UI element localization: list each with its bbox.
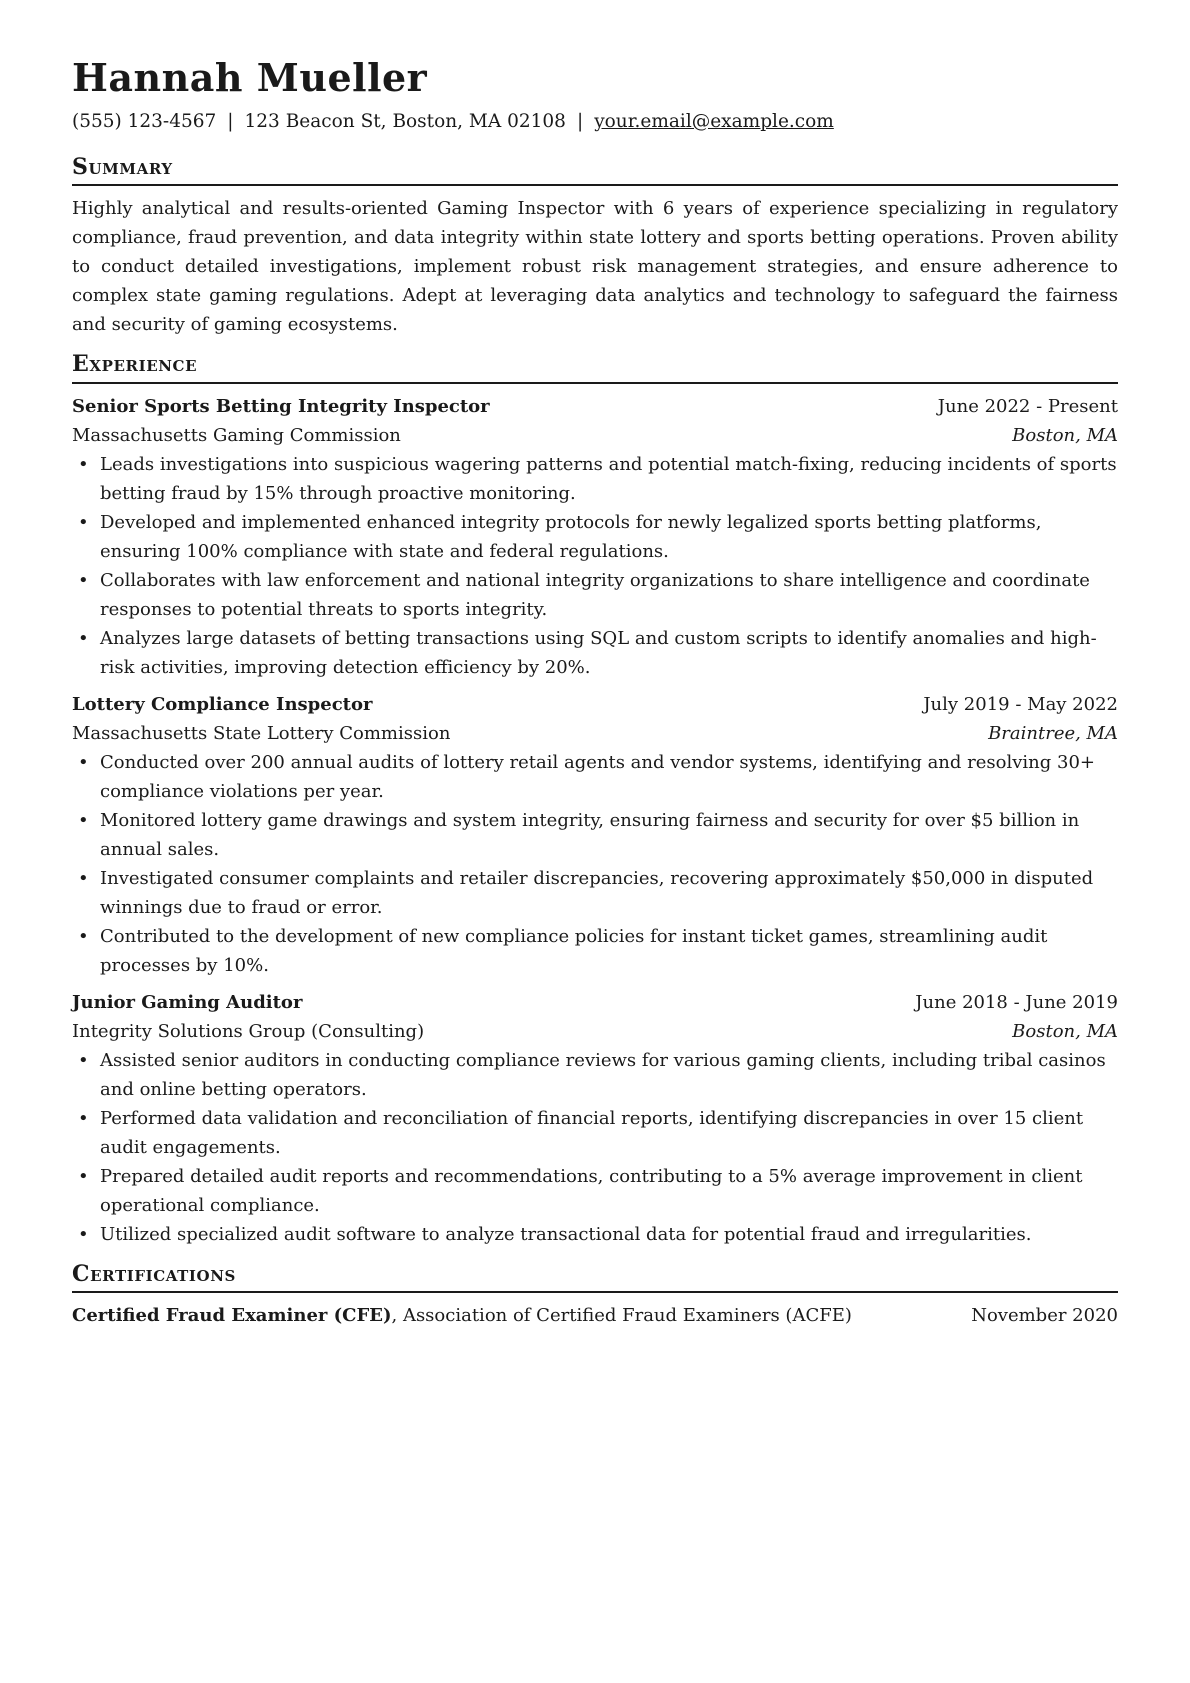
job-bullet: • Leads investigations into suspicious wagering patterns and potential match-fixing, reducing incidents of sports betting fraud by 15% through proactive monitoring. bbox=[100, 450, 1118, 508]
job-entry bbox=[72, 690, 1118, 980]
job-dates: July 2019 - May 2022 bbox=[923, 693, 1118, 715]
job-company: Massachusetts Gaming Commission bbox=[72, 424, 401, 446]
job-location: Boston, MA bbox=[1012, 1020, 1118, 1042]
job-company-row bbox=[72, 1017, 1118, 1046]
contact-separator: | bbox=[576, 110, 584, 132]
job-bullet: • Utilized specialized audit software to analyze transactional data for potential fraud and irregularities. bbox=[100, 1220, 1118, 1249]
job-bullets bbox=[72, 1046, 1118, 1249]
job-title: Senior Sports Betting Integrity Inspector bbox=[72, 395, 490, 417]
address: 123 Beacon St, Boston, MA 02108 bbox=[244, 110, 566, 132]
experience-section bbox=[72, 351, 1118, 1249]
email-link[interactable]: your.email@example.com bbox=[594, 110, 834, 132]
job-dates: June 2022 - Present bbox=[937, 395, 1118, 417]
contact-line bbox=[72, 110, 1118, 134]
job-location: Boston, MA bbox=[1012, 424, 1118, 446]
job-header-row bbox=[72, 392, 1118, 421]
certification-issuer: , Association of Certified Fraud Examiners (ACFE) bbox=[391, 1305, 852, 1327]
job-bullet: • Monitored lottery game drawings and system integrity, ensuring fairness and security for over $5 billion in annual sales. bbox=[100, 806, 1118, 864]
certification-text bbox=[72, 1301, 852, 1330]
job-location: Braintree, MA bbox=[988, 722, 1118, 744]
job-entry bbox=[72, 392, 1118, 682]
job-bullet: • Analyzes large datasets of betting transactions using SQL and custom scripts to identify anomalies and high-risk activities, improving detection efficiency by 20%. bbox=[100, 624, 1118, 682]
job-entry bbox=[72, 988, 1118, 1249]
job-company-row bbox=[72, 719, 1118, 748]
job-title: Junior Gaming Auditor bbox=[72, 991, 303, 1013]
certification-date: November 2020 bbox=[971, 1305, 1118, 1327]
resume-page bbox=[72, 56, 1118, 1342]
job-bullet: • Assisted senior auditors in conducting compliance reviews for various gaming clients, including tribal casinos and online betting operators. bbox=[100, 1046, 1118, 1104]
certification-name: Certified Fraud Examiner (CFE) bbox=[72, 1305, 392, 1327]
contact-separator: | bbox=[227, 110, 234, 132]
section-title-summary: Summary bbox=[72, 154, 1118, 187]
job-dates: June 2018 - June 2019 bbox=[915, 991, 1118, 1013]
job-header-row bbox=[72, 988, 1118, 1017]
job-header-row bbox=[72, 690, 1118, 719]
job-title: Lottery Compliance Inspector bbox=[72, 693, 373, 715]
job-bullet: • Developed and implemented enhanced integrity protocols for newly legalized sports betting platforms, ensuring 100% compliance with state and federal regulations. bbox=[100, 508, 1118, 566]
job-bullet: • Investigated consumer complaints and retailer discrepancies, recovering approximately $50,000 in disputed winnings due to fraud or error. bbox=[100, 864, 1118, 922]
job-bullet: • Prepared detailed audit reports and recommendations, contributing to a 5% average improvement in client operational compliance. bbox=[100, 1162, 1118, 1220]
job-company-row bbox=[72, 421, 1118, 450]
job-bullet: • Collaborates with law enforcement and national integrity organizations to share intelligence and coordinate responses to potential threats to sports integrity. bbox=[100, 566, 1118, 624]
summary-text: Highly analytical and results-oriented Gaming Inspector with 6 years of experience specializing in regulatory compliance, fraud prevention, and data integrity within state lottery and sports betting operations. Proven ability to conduct detailed investigations, implement robust risk management strategies, and ensure adherence to complex state gaming regulations. Adept at leveraging data analytics and technology to safeguard the fairness and security of gaming ecosystems. bbox=[72, 198, 1118, 336]
summary-section bbox=[72, 154, 1118, 340]
candidate-name: Hannah Mueller bbox=[72, 55, 428, 100]
certifications-section bbox=[72, 1261, 1118, 1331]
job-bullet: • Contributed to the development of new compliance policies for instant ticket games, streamlining audit processes by 10%. bbox=[100, 922, 1118, 980]
job-company: Integrity Solutions Group (Consulting) bbox=[72, 1020, 425, 1042]
phone-number: (555) 123-4567 bbox=[72, 110, 217, 132]
section-title-experience: Experience bbox=[72, 351, 1118, 384]
job-bullets bbox=[72, 748, 1118, 980]
certification-row bbox=[72, 1301, 1118, 1330]
job-company: Massachusetts State Lottery Commission bbox=[72, 722, 451, 744]
job-bullets bbox=[72, 450, 1118, 682]
section-title-certifications: Certifications bbox=[72, 1261, 1118, 1294]
job-bullet: • Conducted over 200 annual audits of lottery retail agents and vendor systems, identifying and resolving 30+ compliance violations per year. bbox=[100, 748, 1118, 806]
job-bullet: • Performed data validation and reconciliation of financial reports, identifying discrepancies in over 15 client audit engagements. bbox=[100, 1104, 1118, 1162]
